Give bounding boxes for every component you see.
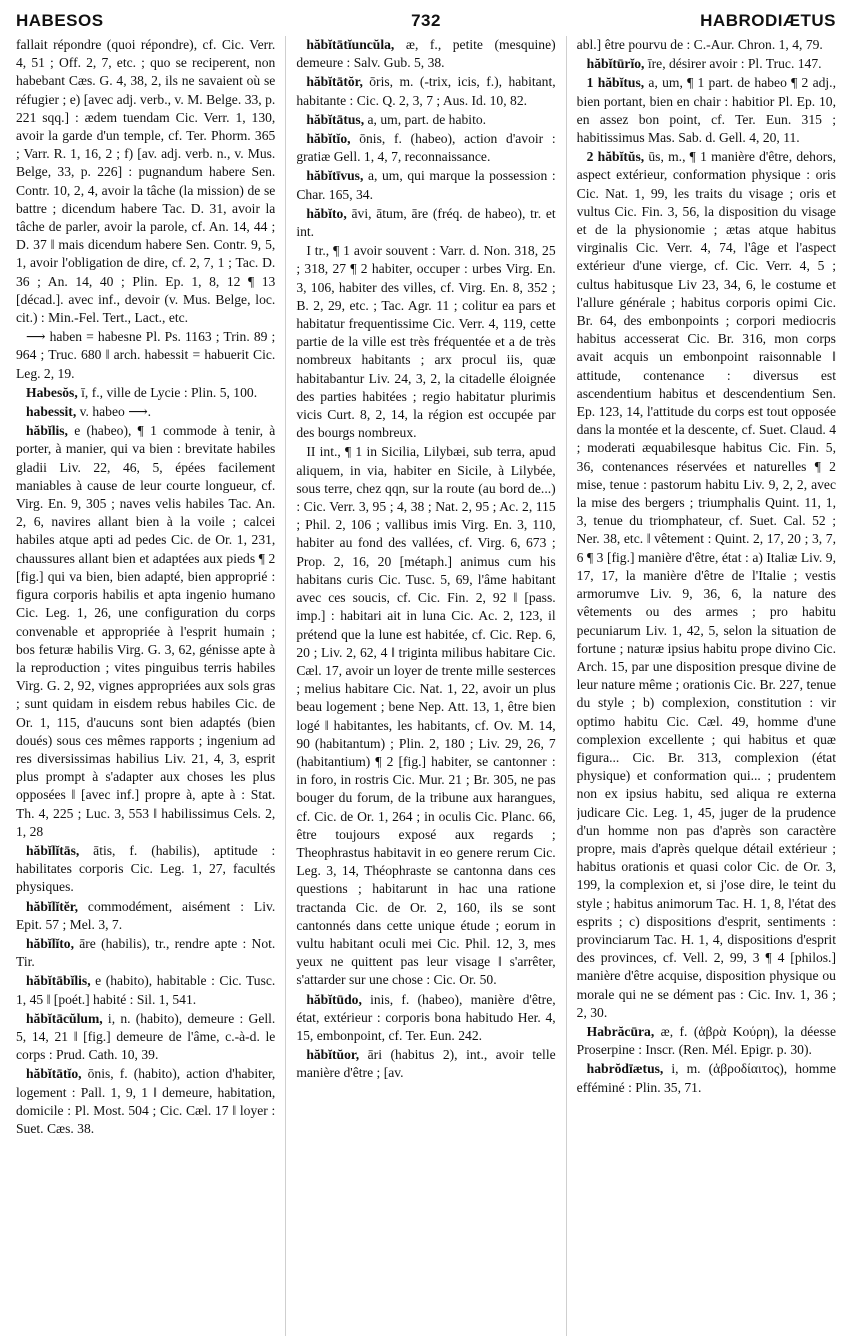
column-3	[577, 36, 836, 1336]
entry-headword: 2 hăbĭtŭs,	[586, 149, 645, 165]
entry-text: i, n. (habito), demeure : Gell. 5, 14, 21 ‖ [fig.] demeure de l'âme, c.-à-d. le corps : Prud. Cath. 10, 39.	[16, 1010, 276, 1063]
entry-headword: hăbĭtūdo,	[306, 991, 362, 1007]
entry-headword: hăbĭtātĭo,	[26, 1066, 82, 1082]
entry-text: e (habito), habitable : Cic. Tusc. 1, 45 ‖ [poét.] habité : Sil. 1, 541.	[16, 973, 276, 1007]
entry-headword: hăbĭlĭto,	[26, 935, 74, 951]
entry-headword: hăbĭtĭo,	[306, 131, 351, 147]
dictionary-entry	[577, 1060, 836, 1096]
entry-text: v. habeo ⟶.	[76, 404, 152, 420]
entry-text: II int., ¶ 1 in Sicilia, Lilybæi, sub terra, apud aliquem, in via, habiter en Sicile, à Lilybée, sous terre, chez qqn, sur la route (au bord de...) : Cic. Verr. 3, 95 ; 4, 38 ; Nat. 2, 95 ; Ac. 2, 115 ; Phil. 2, 106 ; vallibus imis Virg. En. 3, 110, habiter au fond des vallées, cf. Virg. 6, 673 ; Prop. 2, 16, 20 [métaph.] animus cum his habitans curis Cic. Tusc. 5, 69, l'âme habitant avec ces soucis, cf. Cic. Fin. 2, 92 ‖ [pass. imp.] : habitari ait in luna Cic. Ac. 2, 123, il prétend que la lune est habitée, cf. Cic. Rep. 6, 20 ; Liv. 2, 62, 4 ‖ triginta milibus habitare Cic. Cæl. 17, avoir un loyer de trente mille sesterces ; melius habitare Cic. Nat. 1, 22, avoir un plus beau logement ; bene Nep. Att. 13, 1, être bien logé ‖ habitantes, les habitants, cf. Ov. M. 14, 90 (habitantum) ; Plin. 2, 180 ; Liv. 29, 26, 7 (habitantium) ¶ 2 [fig.] habiter, se cantonner : in foro, in rostris Cic. Mur. 21 ; Br. 305, ne pas bouger du forum, de la tribune aux harangues, cf. Cic. de Or. 1, 264 ; in oculis Cic. Planc. 66, être toujours exposé aux regards ; Theophrastus habitavit in eo genere rerum Cic. Leg. 3, 14, Théophraste se cantonna dans ces questions ; habitarunt in hac una ratione tractanda Cic. de Or. 2, 160, ils se sont cantonnés dans cette unique étude ; eorum in vultu habitant oculi mei Cic. Phil. 12, 3, mes yeux ne quittent pas leur visage ‖ s'arrêter, s'attarder sur une chose : Cic. Or. 50.	[296, 444, 556, 988]
dictionary-entry	[16, 842, 275, 897]
entry-headword: hăbĭtācŭlum,	[26, 1010, 103, 1026]
entry-headword: hăbĭto,	[306, 205, 347, 221]
dictionary-entry	[16, 898, 275, 934]
entry-text: a, um, ¶ 1 part. de habeo ¶ 2 adj., bien portant, bien en chair : habitior Pl. Ep. 10, en assez bon point, cf. Ter. Eun. 315 ; habitissimus Mas. Sab. d. Gell. 4, 20, 11.	[576, 75, 836, 146]
entry-text: æ, f., petite (mesquine) demeure : Salv. Gub. 5, 38.	[296, 37, 556, 71]
column-divider	[285, 36, 286, 1336]
entry-headword: hăbĭtābĭlis,	[26, 973, 91, 989]
entry-text: ⟶ haben = habesne Pl. Ps. 1163 ; Trin. 89 ; 964 ; Truc. 680 ‖ arch. habessit = habuerit Cic. Leg. 2, 19.	[16, 329, 276, 381]
entry-text: commodément, aisément : Liv. Epit. 57 ; Mel. 3, 7.	[16, 898, 276, 932]
header-left-guide-word: HABESOS	[16, 11, 104, 30]
entry-text: a, um, qui marque la possession : Char. 165, 34.	[296, 168, 556, 202]
dictionary-entry	[16, 403, 275, 421]
dictionary-entry	[296, 167, 555, 203]
dictionary-entry	[577, 1023, 836, 1059]
entry-text: ūs, m., ¶ 1 manière d'être, dehors, aspect extérieur, conformation physique : oris Cic. Nat. 1, 99, les traits du visage ; oris et vultus Cic. Fin. 3, 56, la disposition du visage et de la physionomie ; ætas atque habitus virginalis Cic. Verr. 4, 74, l'âge et l'aspect extérieur d'une vierge, cf. Cic. Verr. 4, 5 ; cultus habitusque Liv 23, 34, 6, le costume et l'allure générale ; habitus corporis opimi Cic. Br. 64, des embonpoints ; corpori mediocris habitus accesserat Cic. Br. 316, mon corps avait acquis un embonpoint raisonnable ‖ attitude, contenance : diversus est ascendentium habitus et descendentium Sen. Ep. 123, 14, l'attitude du corps est tout opposée dans la montée et la descente, cf. Suet. Claud. 4 ; moderati æquabilesque habitus Cic. Fin. 5, 36, contenances réservées et naturelles ¶ 2 mise, tenue : pastorum habitu Liv. 9, 2, 2, avec la mise des bergers ; triumphalis Quint. 11, 1, 3, tenue du triomphateur, cf. Suet. Cal. 52 ; Ner. 38, etc. ‖ vêtement : Quint. 2, 17, 20 ; 3, 7, 6 ¶ 3 [fig.] manière d'être, état : a) Italiæ Liv. 9, 17, 17, la manière d'être de l'Italie ; vestis armorumve Liv. 9, 36, 6, la nature des vêtements ou des armes ; pro habitu pecuniarum Liv. 1, 42, 5, selon la situation de fortune ; naturæ ipsius habitu prope divino Cic. Arch. 15, par une disposition presque divine de leur nature même ; orationis Cic. Br. 227, tenue du style ; b) complexion, constitution : vir optimo habitu Cic. Cæl. 49, homme d'une complexion excellente ; qui habitus et quæ figura... Cic. Br. 313, complexion (état physique) et conformation qui... ; prudentem non ex ipsius habitu, sed aliqua re externa judicare Cic. Leg. 1, 45, juger de la prudence d'un homme non pas d'après son caractère propre, mais d'après quelque détail extérieur ; habitus orationis et quasi color Cic. de Or. 3, 199, la complexion et, si j'ose dire, le teint du style ; habitus animorum Tac. H. 1, 8, l'état des esprits ; c) dispositions d'esprit, sentiments : provinciarum Tac. H. 1, 4, dispositions d'esprit des provinces, cf. Vell. 2, 99, 3 ¶ 4 [philos.] manière d'être acquise, disposition physique ou morale qui ne se dément pas : Cic. Inv. 1, 36 ; 2, 30.	[576, 149, 836, 1020]
dictionary-entry	[16, 1010, 275, 1065]
entry-headword: hăbĭtŭor,	[306, 1047, 360, 1063]
entry-headword: habessit,	[26, 404, 77, 420]
entry-text: inis, f. (habeo), manière d'être, état, extérieur : corporis bona habitudo Her. 4, 15, embonpoint, cf. Ter. Eun. 242.	[296, 991, 556, 1043]
entry-headword: 1 hăbĭtus,	[586, 75, 645, 91]
text-columns	[16, 36, 836, 1336]
entry-text: āre (habilis), tr., rendre apte : Not. Tir.	[16, 935, 276, 970]
entry-headword: habrŏdīætus,	[586, 1061, 664, 1077]
entry-headword: hăbĭtūrĭo,	[586, 56, 645, 72]
entry-text: e (habeo), ¶ 1 commode à tenir, à porter, à manier, qui va bien : brevitate habiles gladii Liv. 22, 46, 5, épées facilement maniables à cause de leur courte longueur, cf. Virg. En. 9, 305 ; naves velis habiles Tac. An. 2, 6, navires allant bien à la voile ; calcei habiles atque apti ad pedes Cic. de Or. 1, 231, chaussures allant bien et adaptées aux pieds ¶ 2 [fig.] qui va bien, bien adapté, bien approprié : figura corporis habilis et apta ingenio humano Cic. Leg. 1, 26, une configuration du corps convenable et appropriée à l'esprit humain ; bos feturæ habilis Virg. G. 3, 62, génisse apte à la reproduction ; vites pinguibus terris habiles Virg. G. 2, 92, vignes appropriées aux sols gras ; sunt quidam in eisdem rebus habiles Cic. de Or. 1, 115, d'aucuns sont bien adaptés (bien doués) sous ces mêmes rapports ; ingenium ad res diversissimas habilius Liv. 21, 4, 3, esprit plus prompt à s'adapter aux choses les plus opposées ‖ [avec inf.] propre à, apte à : Stat. Th. 4, 225 ; Luc. 3, 553 ‖ habilissimus Cels. 2, 1, 28	[16, 423, 276, 839]
dictionary-entry	[16, 384, 275, 402]
dictionary-entry	[16, 36, 275, 327]
page-number: 732	[411, 11, 441, 30]
dictionary-entry	[296, 73, 555, 109]
entry-text: fallait répondre (quoi répondre), cf. Cic. Verr. 4, 51 ; Off. 2, 7, etc. ; quo se reciperent, non habebant Cæs. G. 4, 38, 2, ils ne savaient où se réfugier ; e) [avec adj. verb., v. M. Belge. 33, p. 221 sqq.] : ædem tuendam Cic. Verr. 1, 130, avoir la garde d'un temple, cf. Ter. Phorm. 365 ; Varr. R. 1, 16, 2 ; f) [av. adj. verb. n., v. Mus. Belge, 33, p. 226] : pugnandum habere Sen. Contr. 10, 2, 4, avoir la tâche (la mission) de se battre ; dicendum habere Tac. D. 31, avoir la tâche de parler, avoir la parole, cf. An. 14, 44 ; D. 37 ‖ mais dicendum habere Sen. Contr. 9, 5, 1, avoir l'obligation de dire, cf. 2, 7, 1 ; Tac. D. 36 ; An. 14, 40 ; Plin. Ep. 1, 8, 12 ¶ 13 [décad.]. avec inf., devoir (v. Mus. Belge, loc. cit.) : Min.-Fel. Tert., Lact., etc.	[16, 37, 276, 326]
entry-text: āri (habitus 2), int., avoir telle manière d'être ; [av.	[296, 1047, 556, 1081]
entry-headword: hăbĭlis,	[26, 423, 68, 439]
entry-text: ōris, m. (-trix, icis, f.), habitant, habitante : Cic. Q. 2, 3, 7 ; Aus. Id. 10, 82.	[296, 74, 556, 108]
dictionary-entry	[16, 935, 275, 971]
dictionary-entry	[577, 55, 836, 73]
entry-headword: hăbĭtīvus,	[306, 168, 364, 184]
dictionary-entry	[296, 36, 555, 72]
entry-headword: hăbĭlĭtĕr,	[26, 898, 78, 914]
dictionary-entry	[577, 74, 836, 147]
dictionary-entry	[16, 328, 275, 383]
dictionary-entry	[16, 422, 275, 841]
entry-text: ōnis, f. (habeo), action d'avoir : gratiæ Gell. 1, 4, 7, reconnaissance.	[296, 131, 556, 165]
entry-headword: hăbĭlĭtās,	[26, 842, 80, 858]
entry-text: ōnis, f. (habito), action d'habiter, logement : Pall. 1, 9, 1 ‖ demeure, habitation, domicile : Pl. Most. 504 ; Cic. Cæl. 17 ‖ loyer : Suet. Cæs. 38.	[16, 1066, 276, 1136]
dictionary-entry	[577, 36, 836, 54]
entry-headword: Habesŏs,	[26, 384, 78, 400]
entry-text: īre, désirer avoir : Pl. Truc. 147.	[644, 56, 822, 72]
entry-text: a, um, part. de habito.	[364, 111, 487, 127]
entry-headword: hăbĭtātus,	[306, 111, 365, 127]
dictionary-entry	[16, 972, 275, 1008]
header-right-guide-word: HABRODIÆTUS	[700, 11, 836, 30]
dictionary-entry	[296, 242, 555, 442]
running-head	[16, 6, 836, 36]
dictionary-entry	[296, 111, 555, 129]
dictionary-entry	[296, 130, 555, 166]
entry-text: ātis, f. (habilis), aptitude : habilitates corporis Cic. Leg. 1, 27, facultés physiques.	[16, 842, 276, 895]
entry-headword: hăbĭtātŏr,	[306, 74, 363, 90]
column-2	[296, 36, 555, 1336]
dictionary-entry	[296, 1046, 555, 1082]
entry-text: ī, f., ville de Lycie : Plin. 5, 100.	[77, 384, 258, 400]
column-1	[16, 36, 275, 1336]
dictionary-entry	[16, 1065, 275, 1138]
dictionary-entry	[296, 443, 555, 989]
entry-text: æ, f. (ἁβρὰ Κούρη), la déesse Proserpine : Inscr. (Ren. Mél. Epigr. p. 30).	[576, 1023, 836, 1058]
dictionary-entry	[577, 148, 836, 1022]
entry-text: I tr., ¶ 1 avoir souvent : Varr. d. Non. 318, 25 ; 318, 27 ¶ 2 habiter, occuper : urbes Virg. En. 3, 106, habiter des villes, cf. Virg. En. 8, 352 ; B. 2, 29, etc. ; Tac. Agr. 11 ; colitur ea pars et habitatur frequentissime Cic. Verr. 4, 119, cette partie de la ville est très fréquentée et a de très nombreux habitants ; arx procul iis, quæ habitabantur Liv. 24, 3, 2, la citadelle éloignée des parties habitées ; regio habitatur plurimis vicis Curt. 8, 2, 14, la région est occupée par des bourgs nombreux.	[296, 243, 556, 441]
entry-text: āvi, ātum, āre (fréq. de habeo), tr. et int.	[296, 205, 556, 240]
dictionary-entry	[296, 991, 555, 1046]
dictionary-entry	[296, 205, 555, 241]
entry-headword: hăbĭtātĭuncŭla,	[306, 37, 395, 52]
entry-text: abl.] être pourvu de : C.-Aur. Chron. 1, 4, 79.	[576, 37, 823, 52]
column-divider	[566, 36, 567, 1336]
entry-headword: Habrăcūra,	[586, 1023, 655, 1039]
entry-text: i, m. (ἁβροδίαιτος), homme efféminé : Plin. 35, 71.	[576, 1061, 836, 1095]
